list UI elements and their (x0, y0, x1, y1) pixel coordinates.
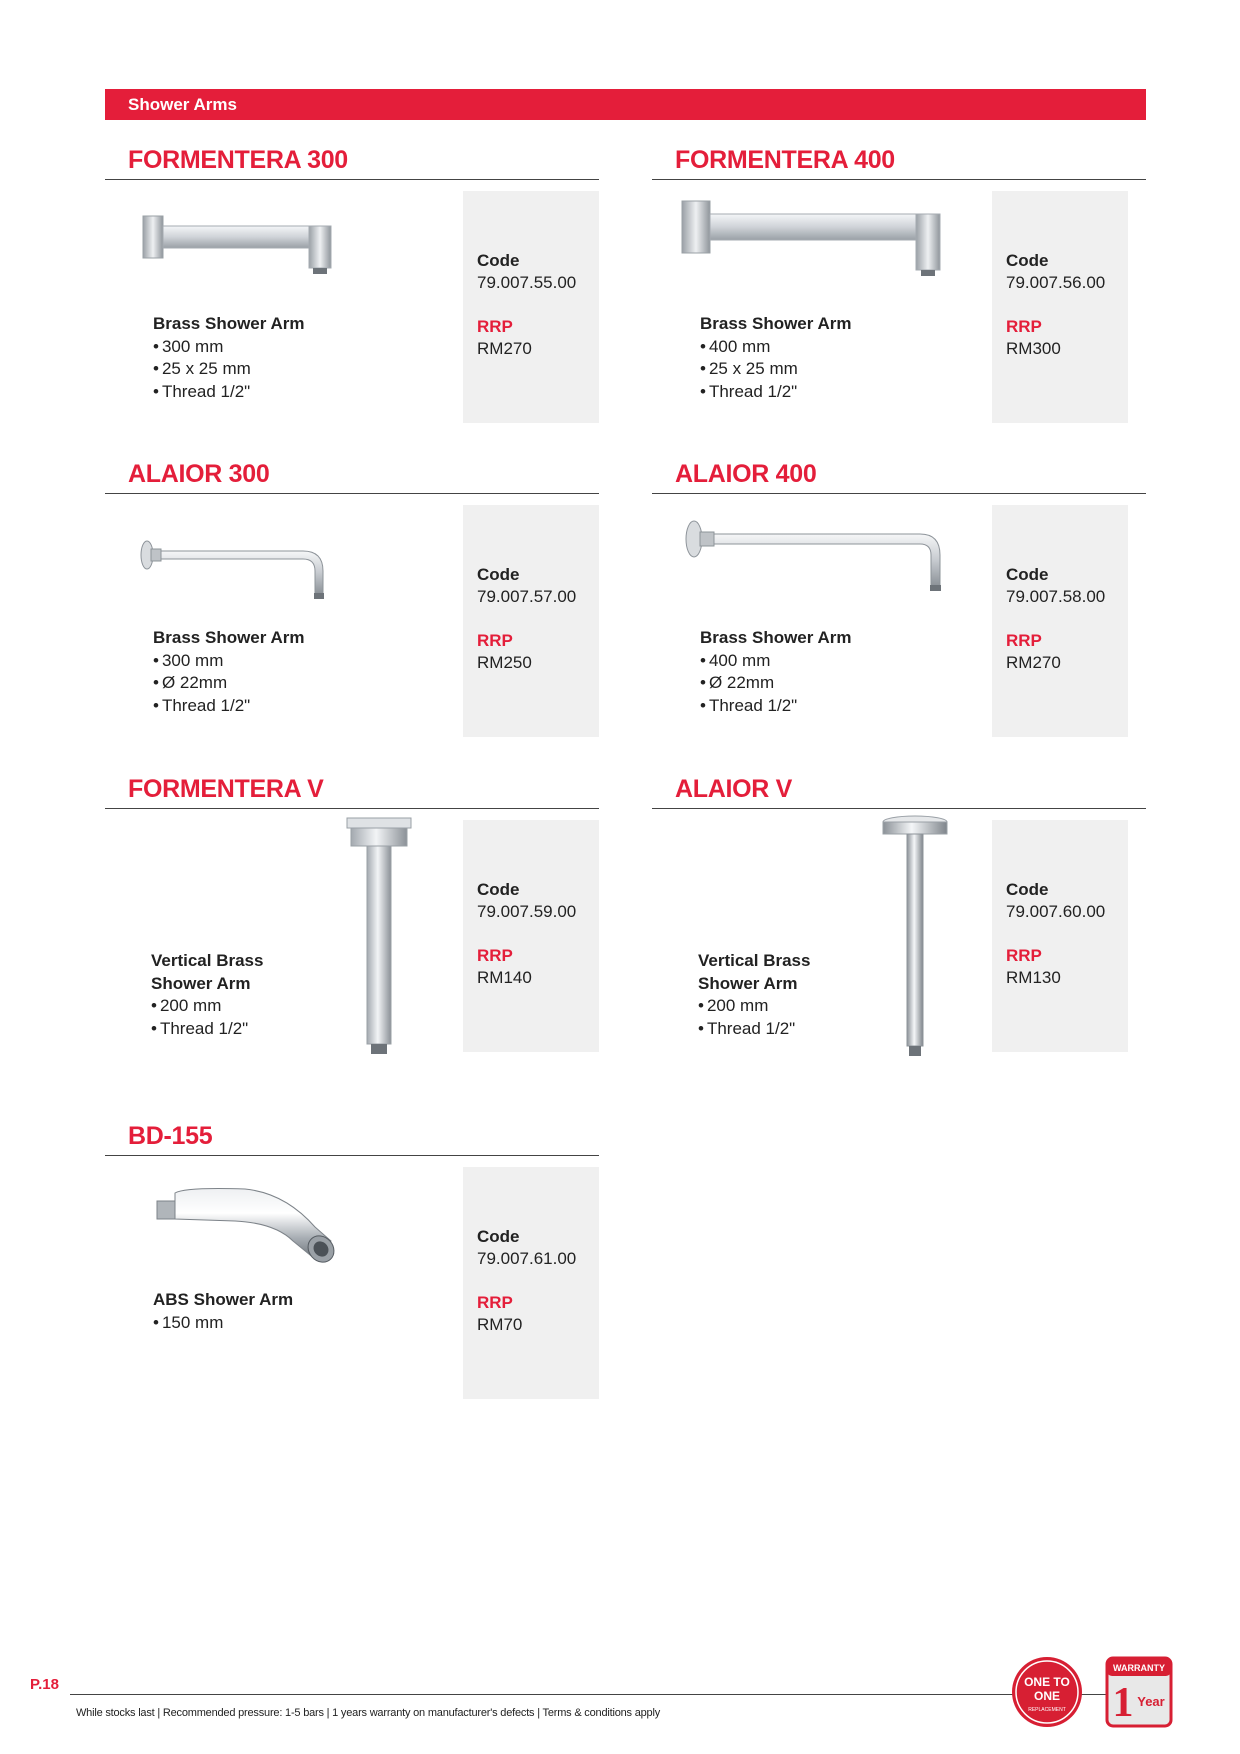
product-description (698, 950, 810, 1040)
code-label: Code (1006, 565, 1049, 584)
code-label: Code (477, 565, 520, 584)
product-name: FORMENTERA V (128, 775, 324, 803)
product-formentera-v (105, 772, 599, 1072)
spec-list (700, 336, 851, 404)
spec-item: • Ø 22mm (700, 672, 851, 695)
spec-item: • Thread 1/2" (151, 1018, 263, 1041)
spec-item: • 25 x 25 mm (153, 358, 304, 381)
one-to-one-replacement-badge (1011, 1656, 1083, 1733)
product-name: FORMENTERA 400 (675, 146, 895, 174)
description-title: ABS Shower Arm (153, 1290, 294, 1309)
product-price: RM130 (1006, 968, 1061, 987)
spec-list (698, 995, 810, 1040)
price-box (463, 505, 599, 737)
product-price: RM270 (1006, 653, 1061, 672)
code-label: Code (477, 251, 520, 270)
description-title: Brass Shower Arm (700, 628, 852, 647)
warranty-badge (1105, 1656, 1173, 1733)
code-label: Code (477, 880, 520, 899)
product-code: 79.007.55.00 (477, 273, 577, 292)
product-formentera-400 (652, 143, 1146, 443)
spec-item: • Thread 1/2" (153, 381, 304, 404)
product-price: RM140 (477, 968, 532, 987)
badge-line-3: REPLACEMENT (1028, 1707, 1066, 1713)
price-box (992, 820, 1128, 1052)
price-box (463, 820, 599, 1052)
price-box (992, 505, 1128, 737)
spec-item: • 25 x 25 mm (700, 358, 851, 381)
price-box (992, 191, 1128, 423)
product-image-alaior-400 (672, 505, 972, 635)
rrp-label: RRP (477, 317, 513, 336)
product-description (153, 1289, 293, 1334)
code-label: Code (1006, 251, 1049, 270)
product-image-bd-155 (125, 1179, 425, 1289)
product-image-formentera-v (325, 814, 425, 1064)
spec-item: • Thread 1/2" (698, 1018, 810, 1041)
product-description (153, 313, 304, 403)
product-image-formentera-400 (672, 191, 972, 321)
product-description (700, 627, 851, 717)
divider (105, 493, 599, 494)
rrp-label: RRP (1006, 946, 1042, 965)
footer-notes: While stocks last | Recommended pressure: 1-5 bars | 1 years warranty on manufacturer's defects | Terms & conditions apply (76, 1707, 660, 1719)
product-description (151, 950, 263, 1040)
warranty-label: WARRANTY (1113, 1663, 1165, 1673)
product-alaior-300 (105, 457, 599, 757)
spec-item: • 150 mm (153, 1312, 293, 1335)
footer-divider (70, 1694, 1145, 1695)
spec-item: • 200 mm (151, 995, 263, 1018)
description-title-line: Shower Arm (151, 973, 251, 993)
product-name: ALAIOR 300 (128, 460, 270, 488)
divider (105, 179, 599, 180)
spec-item: • Thread 1/2" (700, 695, 851, 718)
product-description (153, 627, 304, 717)
product-name: ALAIOR 400 (675, 460, 817, 488)
product-alaior-v (652, 772, 1146, 1072)
spec-item: • Ø 22mm (153, 672, 304, 695)
spec-list (151, 995, 263, 1040)
warranty-number: 1 (1112, 1680, 1134, 1726)
spec-item: • 400 mm (700, 336, 851, 359)
rrp-label: RRP (1006, 631, 1042, 650)
product-formentera-300 (105, 143, 599, 443)
description-title-line: Vertical Brass (151, 951, 264, 970)
code-label: Code (477, 1227, 520, 1246)
rrp-label: RRP (1006, 317, 1042, 336)
product-code: 79.007.58.00 (1006, 587, 1106, 606)
product-price: RM70 (477, 1315, 523, 1334)
spec-list (700, 650, 851, 718)
code-label: Code (1006, 880, 1049, 899)
spec-item: • Thread 1/2" (153, 695, 304, 718)
section-header-bar (105, 89, 1146, 120)
spec-item: • 300 mm (153, 336, 304, 359)
rrp-label: RRP (477, 946, 513, 965)
description-title: Brass Shower Arm (700, 314, 852, 333)
spec-list (153, 336, 304, 404)
spec-list (153, 1312, 293, 1335)
badge-line-2: ONE (1033, 1689, 1061, 1703)
divider (652, 493, 1146, 494)
product-image-alaior-v (872, 814, 972, 1064)
spec-item: • 300 mm (153, 650, 304, 673)
product-alaior-400 (652, 457, 1146, 757)
product-code: 79.007.56.00 (1006, 273, 1106, 292)
product-code: 79.007.59.00 (477, 902, 577, 921)
price-box (463, 191, 599, 423)
product-price: RM300 (1006, 339, 1061, 358)
description-title: Brass Shower Arm (153, 628, 305, 647)
product-price: RM270 (477, 339, 532, 358)
product-name: ALAIOR V (675, 775, 793, 803)
badge-line-1: ONE TO (1024, 1675, 1070, 1689)
spec-item: • 400 mm (700, 650, 851, 673)
product-name: BD-155 (128, 1122, 213, 1150)
description-title: Brass Shower Arm (153, 314, 305, 333)
warranty-unit: Year (1137, 1694, 1165, 1709)
divider (105, 1155, 599, 1156)
spec-item: • Thread 1/2" (700, 381, 851, 404)
spec-list (153, 650, 304, 718)
product-code: 79.007.57.00 (477, 587, 577, 606)
product-price: RM250 (477, 653, 532, 672)
product-description (700, 313, 851, 403)
description-title-line: Shower Arm (698, 973, 798, 993)
divider (652, 179, 1146, 180)
divider (105, 808, 599, 809)
divider (652, 808, 1146, 809)
rrp-label: RRP (477, 1293, 513, 1312)
product-code: 79.007.60.00 (1006, 902, 1106, 921)
description-title-line: Vertical Brass (698, 951, 811, 970)
product-image-alaior-300 (125, 505, 425, 635)
price-box (463, 1167, 599, 1399)
product-image-formentera-300 (125, 191, 425, 321)
product-name: FORMENTERA 300 (128, 146, 348, 174)
section-title: Shower Arms (128, 95, 237, 114)
spec-item: • 200 mm (698, 995, 810, 1018)
rrp-label: RRP (477, 631, 513, 650)
page-number: P.18 (30, 1676, 59, 1693)
product-code: 79.007.61.00 (477, 1249, 577, 1268)
product-bd-155 (105, 1119, 599, 1419)
